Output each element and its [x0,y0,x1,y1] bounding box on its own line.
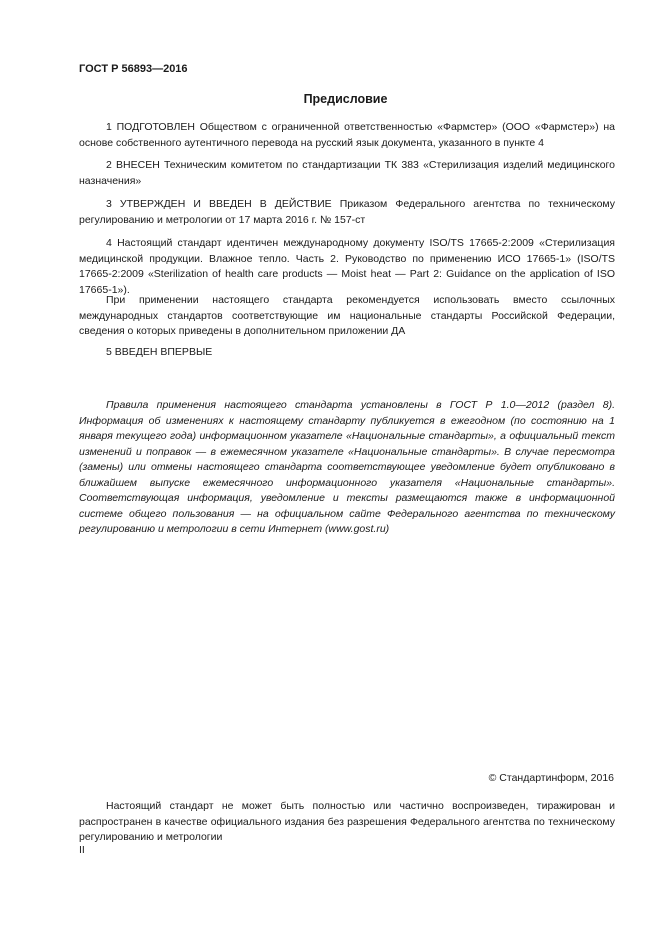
page-number: II [79,844,85,856]
paragraph-4-note: При применении настоящего стандарта рекомендуется использовать вместо ссылочных международных стандартов соответствующие им национальные стандарты Российской Федерации, сведения о которых приведены в дополнительном приложении ДА [79,294,615,337]
paragraph-4: 4 Настоящий стандарт идентичен международному документу ISO/TS 17665-2:2009 «Стерилизация медицинской продукции. Влажное тепло. Часть 2. Руководство по применению ИСО 17665-1» (ISO/TS 17665-2:2009 «Sterilization of health care products — Moist heat — Part 2: Guidance on the application of ISO 17665-1»). [79,237,615,296]
paragraph-5: 5 ВВЕДЕН ВПЕРВЫЕ [106,346,213,358]
page-title: Предисловие [303,92,388,106]
rules-note: Правила применения настоящего стандарта установлены в ГОСТ Р 1.0—2012 (раздел 8). Информация об изменениях к настоящему стандарту публикуется в ежегодном (по состоянию на 1 января текущего года) информационном указателе «Национальные стандарты», а официальный текст изменений и поправок — в ежемесячном указателе «Национальные стандарты». В случае пересмотра (замены) или отмены настоящего стандарта соответствующее уведомление будет опубликовано в ближайшем выпуске ежемесячного информационного указателя «Национальные стандарты». Соответствующая информация, уведомление и тексты размещаются также в информационной системе общего пользования — на официальном сайте Федерального агентства по техническому регулированию и метрологии в сети Интернет (www.gost.ru) [79,399,615,535]
reproduction-note: Настоящий стандарт не может быть полностью или частично воспроизведен, тиражирован и распространен в качестве официального издания без разрешения Федерального агентства по техническому регулированию и метрологии [79,800,615,843]
document-code: ГОСТ Р 56893—2016 [79,63,188,75]
paragraph-3: 3 УТВЕРЖДЕН И ВВЕДЕН В ДЕЙСТВИЕ Приказом Федерального агентства по техническому регулированию и метрологии от 17 марта 2016 г. № 157-ст [79,198,615,226]
paragraph-2: 2 ВНЕСЕН Техническим комитетом по стандартизации ТК 383 «Стерилизация изделий медицинского назначения» [79,159,615,187]
copyright: © Стандартинформ, 2016 [488,772,614,784]
paragraph-1: 1 ПОДГОТОВЛЕН Обществом с ограниченной ответственностью «Фармстер» (ООО «Фармстер») на основе собственного аутентичного перевода на русский язык документа, указанного в пункте 4 [79,121,615,149]
